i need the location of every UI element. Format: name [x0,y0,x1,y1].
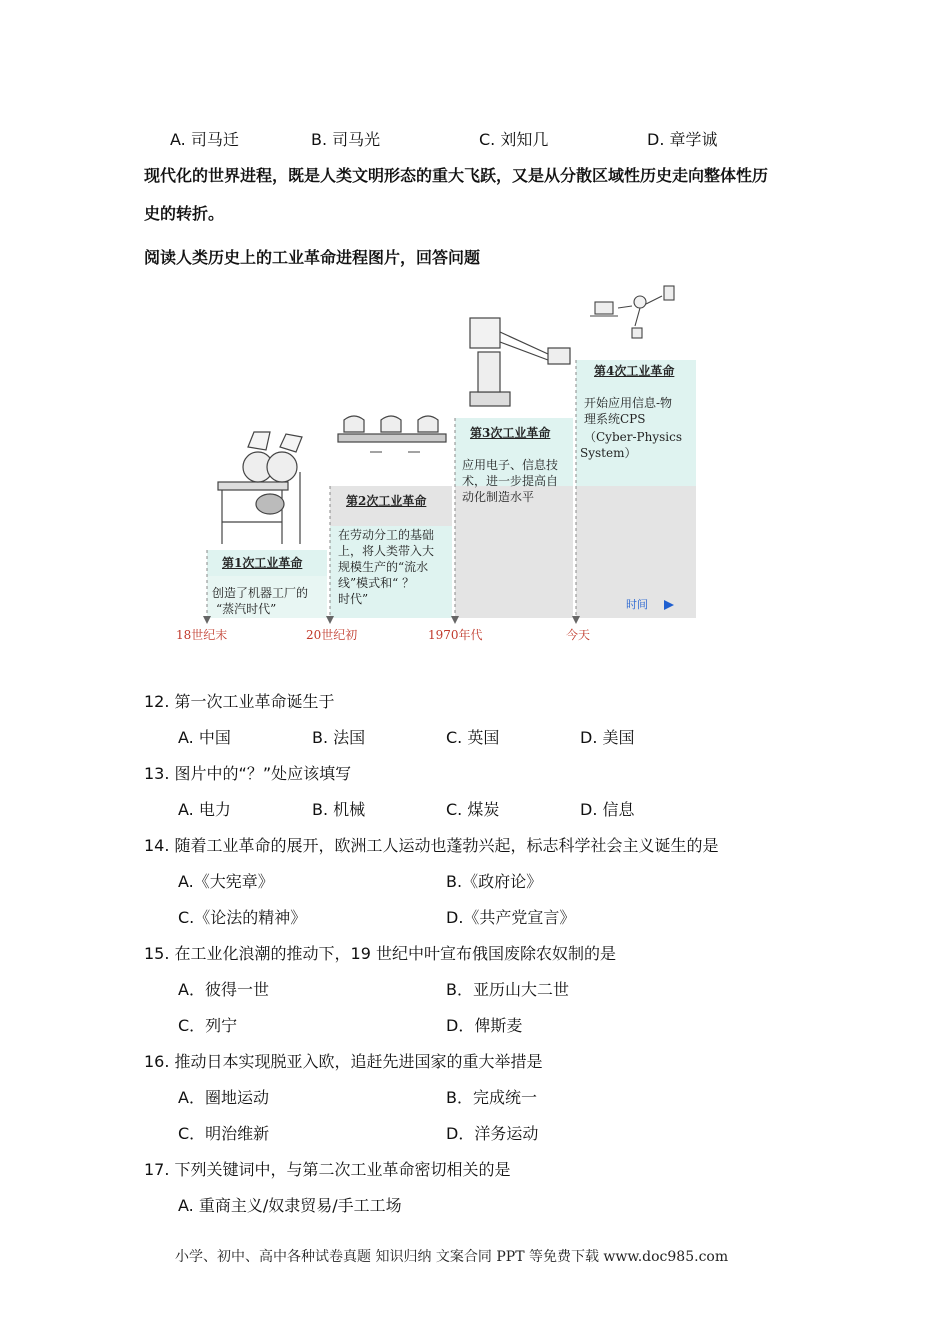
rev3-title: 第3次工业革命 [470,426,551,440]
rev4-line-3: （Cyber-Physics [584,430,682,444]
rev2-line-1: 在劳动分工的基础 [338,528,435,542]
timeline-18th-century: 18世纪末 [176,628,228,642]
option-b: B. 司马光 [311,130,381,149]
q17-option-a: A. 重商主义/奴隶贸易/手工工场 [178,1196,402,1215]
rev2-line-5: 时代” [338,592,369,606]
option-d: D. 章学诚 [647,130,718,149]
timeline-today: 今天 [566,628,591,642]
instruction-text: 阅读人类历史上的工业革命进程图片，回答问题 [144,248,481,267]
question-16-stem: 16. 推动日本实现脱亚入欧，追赶先进国家的重大举措是 [144,1052,543,1071]
assembly-line-icon [338,416,446,452]
question-17-stem: 17. 下列关键词中，与第二次工业革命密切相关的是 [144,1160,511,1179]
q13-option-a: A. 电力 [178,800,231,819]
rev4-line-1: 开始应用信息-物 [584,396,673,410]
cps-devices-icon [590,286,674,338]
question-12-stem: 12. 第一次工业革命诞生于 [144,692,335,711]
q12-option-d: D. 美国 [580,728,635,747]
rev2-line-4: 线”模式和“ ？ [338,576,415,590]
option-c: C. 刘知几 [479,130,549,149]
q16-option-c: C．明治维新 [178,1124,270,1143]
question-14-stem: 14. 随着工业革命的展开，欧洲工人运动也蓬勃兴起，标志科学社会主义诞生的是 [144,836,719,855]
rev2-line-3: 规模生产的“流水 [338,560,429,574]
rev4-line-2: 理系统CPS [584,412,646,426]
rev3-line-2: 术，进一步提高自 [462,474,559,488]
rev2-line-2: 上，将人类带入大 [338,544,435,558]
question-13-stem: 13. 图片中的“？”处应该填写 [144,764,352,783]
q15-option-a: A．彼得一世 [178,980,269,999]
q13-option-c: C. 煤炭 [446,800,500,819]
time-label: 时间 [626,598,648,611]
timeline-1970s: 1970年代 [428,628,483,642]
q15-option-b: B．亚历山大二世 [446,980,569,999]
q14-option-b: B.《政府论》 [446,872,543,891]
timeline-20th-century: 20世纪初 [306,628,358,642]
q13-option-b: B. 机械 [312,800,366,819]
rev3-line-1: 应用电子、信息技 [462,458,559,472]
option-a: A. 司马迁 [170,130,239,149]
robot-arm-icon [470,318,570,406]
rev1-line-2: “蒸汽时代” [216,602,277,616]
q12-option-c: C. 英国 [446,728,500,747]
intro-line-2: 史的转折。 [144,204,225,223]
rev2-title: 第2次工业革命 [346,494,427,508]
rev1-title: 第1次工业革命 [222,556,303,570]
q16-option-d: D．洋务运动 [446,1124,539,1143]
question-15-stem: 15. 在工业化浪潮的推动下，19 世纪中叶宣布俄国废除农奴制的是 [144,944,616,963]
page-footer: 小学、初中、高中各种试卷真题 知识归纳 文案合同 PPT 等免费下载 www.doc985.com [175,1249,729,1265]
q16-option-a: A．圈地运动 [178,1088,269,1107]
industrial-revolution-figure [170,282,710,648]
q14-option-c: C.《论法的精神》 [178,908,307,927]
rev1-line-1: 创造了机器工厂的 [212,586,309,600]
q14-option-a: A.《大宪章》 [178,872,274,891]
q15-option-c: C．列宁 [178,1016,238,1035]
q12-option-b: B. 法国 [312,728,366,747]
q16-option-b: B．完成统一 [446,1088,537,1107]
q15-option-d: D．俾斯麦 [446,1016,523,1035]
steam-machine-icon [218,432,302,544]
rev3-line-3: 动化制造水平 [462,490,535,504]
intro-line-1: 现代化的世界进程，既是人类文明形态的重大飞跃，又是从分散区域性历史走向整体性历 [144,166,769,185]
q12-option-a: A. 中国 [178,728,231,747]
rev4-line-4: System） [580,446,637,460]
q13-option-d: D. 信息 [580,800,635,819]
rev4-title: 第4次工业革命 [594,364,675,378]
q14-option-d: D.《共产党宣言》 [446,908,576,927]
